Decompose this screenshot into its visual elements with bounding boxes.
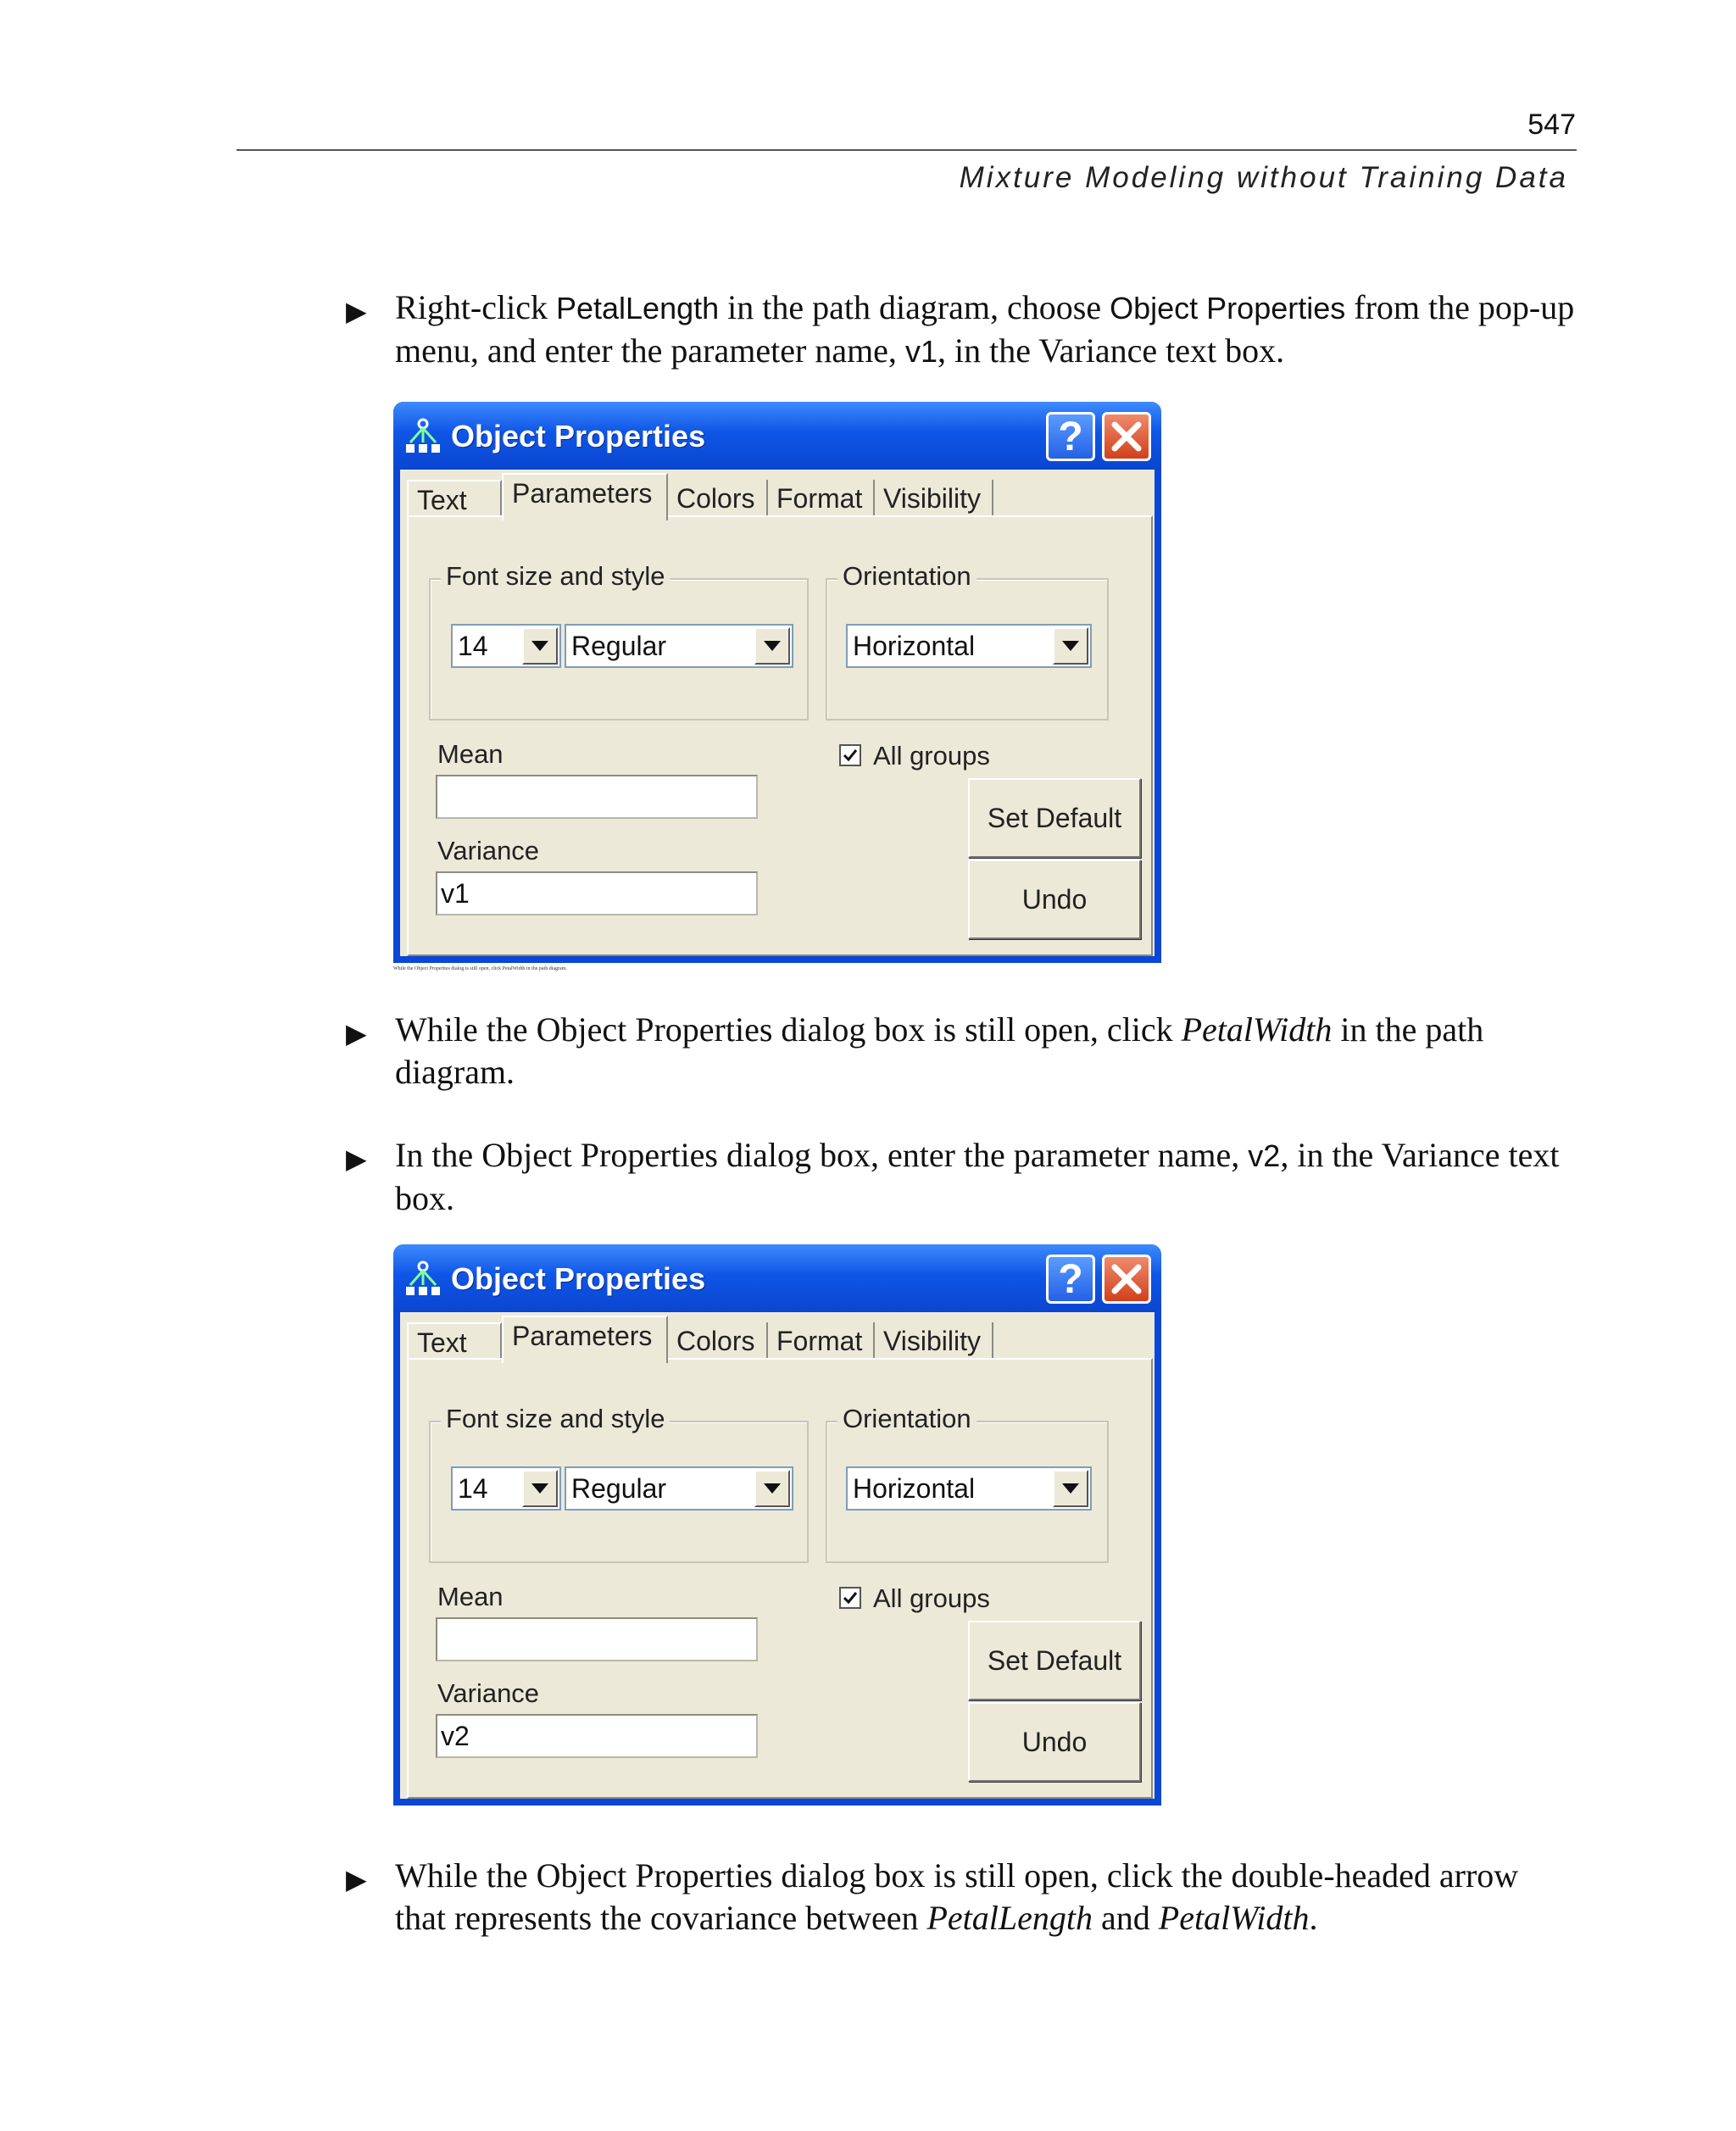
object-properties-dialog — [393, 402, 1161, 963]
help-icon: ? — [1058, 414, 1083, 459]
group-label: Orientation — [837, 1404, 976, 1434]
orientation-value: Horizontal — [853, 1473, 976, 1504]
font-style-value: Regular — [571, 1473, 667, 1504]
bullet-icon: ▶ — [346, 296, 367, 326]
all-groups-label: All groups — [873, 1583, 990, 1613]
variance-value: v1 — [441, 878, 470, 909]
chevron-down-icon[interactable] — [522, 627, 558, 665]
all-groups-checkbox[interactable] — [839, 1587, 861, 1609]
chevron-down-icon[interactable] — [522, 1470, 558, 1507]
object-properties-dialog — [393, 1244, 1161, 1806]
parameters-panel — [407, 515, 1153, 956]
dialog-title: Object Properties — [451, 1261, 706, 1296]
font-size-style-group — [429, 561, 809, 721]
font-style-select[interactable] — [565, 1466, 793, 1511]
set-default-button[interactable]: Set Default — [968, 778, 1141, 858]
chevron-down-icon[interactable] — [754, 627, 790, 665]
tab-text[interactable]: Text — [407, 480, 502, 517]
orientation-select[interactable] — [846, 1466, 1092, 1511]
tab-parameters[interactable]: Parameters — [502, 473, 668, 520]
step-text: While the Object Properties dialog box is still open, click the double-headed arrow that represents the covariance between PetalLength and PetalWidth. — [395, 1856, 1519, 1937]
checkmark-icon — [843, 748, 858, 763]
tab-strip — [407, 473, 1155, 517]
orientation-group — [826, 1404, 1109, 1563]
chevron-down-icon[interactable] — [1053, 1470, 1088, 1507]
step-text: While the Object Properties dialog box is still open, click PetalWidth in the path diagram. — [395, 1010, 1484, 1091]
font-size-style-group — [429, 1404, 809, 1563]
orientation-group — [826, 561, 1109, 721]
dialog-titlebar[interactable] — [393, 402, 1161, 470]
step-text: In the Object Properties dialog box, enter the parameter name, v2, in the Variance text box. — [395, 1136, 1560, 1217]
close-icon — [1110, 1262, 1143, 1296]
checkmark-icon — [843, 1590, 858, 1605]
page-number: 547 — [1527, 108, 1576, 141]
tab-strip — [407, 1316, 1155, 1360]
undo-button[interactable]: Undo — [968, 1702, 1141, 1782]
path-diagram-icon — [403, 1260, 442, 1299]
group-label: Font size and style — [441, 1404, 670, 1434]
header-rule — [236, 149, 1577, 151]
parameters-panel — [407, 1358, 1153, 1799]
instruction-step-4 — [346, 1855, 1575, 1939]
all-groups-checkbox[interactable] — [839, 744, 861, 766]
figure-caption: While the Object Properties dialog is still open, click PetalWidth in the path diagram. — [393, 966, 567, 971]
close-icon — [1110, 420, 1143, 453]
bullet-icon: ▶ — [346, 1018, 367, 1049]
running-head: Mixture Modeling without Training Data — [959, 161, 1568, 194]
instruction-step-2 — [346, 1009, 1575, 1093]
dialog-body — [400, 470, 1155, 956]
instruction-step-1 — [346, 287, 1575, 373]
step-text: Right-click PetalLength in the path diagram, choose Object Properties from the pop-up menu, and enter the parameter name, v1, in the Variance text box. — [395, 288, 1575, 370]
tab-parameters[interactable]: Parameters — [502, 1316, 668, 1363]
bullet-icon: ▶ — [346, 1864, 367, 1895]
tab-visibility[interactable]: Visibility — [875, 1322, 993, 1360]
tab-format[interactable]: Format — [768, 480, 875, 517]
set-default-button[interactable]: Set Default — [968, 1621, 1141, 1700]
variance-value: v2 — [441, 1721, 470, 1751]
variance-label: Variance — [437, 1678, 540, 1708]
instruction-step-3 — [346, 1134, 1575, 1220]
group-label: Font size and style — [441, 561, 670, 592]
orientation-value: Horizontal — [853, 631, 976, 661]
variance-input[interactable] — [436, 1714, 758, 1758]
close-button[interactable] — [1102, 1255, 1151, 1304]
font-size-select[interactable] — [451, 1466, 561, 1511]
mean-input[interactable] — [436, 1617, 758, 1661]
variance-label: Variance — [437, 836, 540, 865]
tab-colors[interactable]: Colors — [668, 1322, 768, 1360]
group-label: Orientation — [837, 561, 976, 592]
help-button[interactable] — [1046, 412, 1095, 461]
font-size-select[interactable] — [451, 624, 561, 668]
dialog-title: Object Properties — [451, 419, 706, 453]
mean-label: Mean — [437, 1582, 504, 1611]
dialog-body — [400, 1312, 1155, 1799]
font-size-value: 14 — [458, 1473, 488, 1504]
path-diagram-icon — [403, 417, 442, 456]
close-button[interactable] — [1102, 412, 1151, 461]
mean-input[interactable] — [436, 775, 758, 819]
variance-input[interactable] — [436, 871, 758, 915]
font-style-select[interactable] — [565, 624, 793, 668]
font-style-value: Regular — [571, 631, 667, 661]
help-icon: ? — [1058, 1256, 1083, 1302]
chevron-down-icon[interactable] — [1053, 627, 1088, 665]
orientation-select[interactable] — [846, 624, 1092, 668]
help-button[interactable] — [1046, 1255, 1095, 1304]
tab-visibility[interactable]: Visibility — [875, 480, 993, 517]
mean-label: Mean — [437, 739, 504, 769]
font-size-value: 14 — [458, 631, 488, 661]
chevron-down-icon[interactable] — [754, 1470, 790, 1507]
dialog-titlebar[interactable] — [393, 1244, 1161, 1312]
tab-format[interactable]: Format — [768, 1322, 875, 1360]
tab-colors[interactable]: Colors — [668, 480, 768, 517]
bullet-icon: ▶ — [346, 1143, 367, 1174]
tab-text[interactable]: Text — [407, 1322, 502, 1360]
all-groups-label: All groups — [873, 741, 990, 771]
undo-button[interactable]: Undo — [968, 860, 1141, 939]
